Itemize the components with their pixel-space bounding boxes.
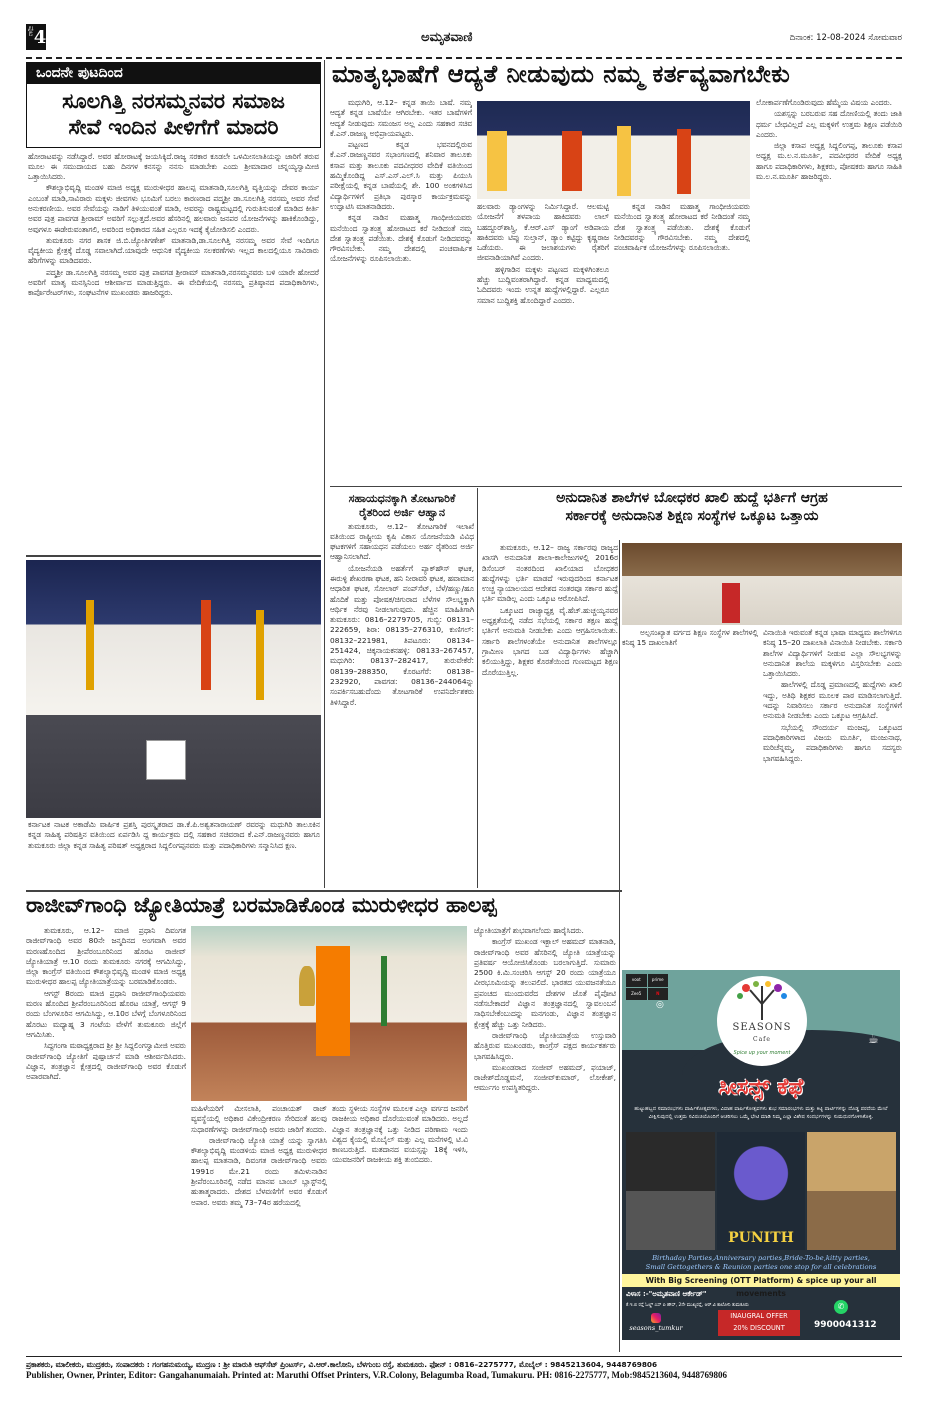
article-col-3: [614, 202, 750, 484]
page-number-badge: [26, 24, 46, 50]
headline-line-2: ಸೇವೆ ಇಂದಿನ ಪೀಳಿಗೆಗೆ ಮಾದರಿ: [68, 115, 279, 140]
column-divider: [477, 488, 478, 888]
tree-icon: [732, 980, 792, 1020]
article-col-4: [756, 98, 902, 484]
paragraph: ತುಮಕೂರು, ಆ.12– ತೋಟಗಾರಿಕೆ ಇಲಾಖೆ ವತಿಯಿಂದ ರಾಷ್ಟ್ರೀಯ ಕೃಷಿ ವಿಕಾಸ ಯೋಜನೆಯಡಿ ವಿವಿಧ ಘಟಕಗಳಿಗೆ ಸಹಾಯಧನ ಪಡೆಯಲು ಅರ್ಹ ರೈತರಿಂದ ಅರ್ಜಿ ಆಹ್ವಾನಿಸಲಾಗಿದೆ.: [330, 521, 474, 562]
imprint-kannada: ಪ್ರಕಾಶಕರು, ಮಾಲೀಕರು, ಮುದ್ರಕರು, ಸಂಪಾದಕರು : ಗಂಗಹನುಮಯ್ಯ, ಮುದ್ರಣ : ಶ್ರೀ ಮಾರುತಿ ಆಫ್‌ಸೆಟ್ ಪ್ರಿಂಟರ್ಸ್, ವಿ.ಆರ್.ಕಾಲೋನಿ, ಬೆಳಗುಂಬ ರಸ್ತೆ, ತುಮಕೂರು. ಫೋನ್ : 0816–2275777, ಮೊಬೈಲ್ : 9845213604, 9448769806: [26, 1360, 658, 1369]
saree: [487, 131, 507, 191]
ott-netflix: N: [648, 988, 669, 1001]
imprint-english: Publisher, Owner, Printer, Editor: Gangahanumaiah. Printed at: Maruthi Offset Printers, V.R.Colony, Belagumba Road, Tumakuru. PH: 0816-2275777, Mob:9845213604, 9448769806: [26, 1370, 727, 1380]
date-line: ದಿನಾಂಕ: 12-08-2024 ಸೋಮವಾರ: [789, 33, 902, 43]
paragraph: ವಿನಾಯಿತಿ ಇರುವಂತೆ ಕನ್ನಡ ಭಾಷಾ ಮಾಧ್ಯಮ ಶಾಲೆಗಳಿಗೂ ಕನಿಷ್ಠ 15–20 ದಾಖಲಾತಿ ವಿನಾಯಿತಿ ನೀಡಬೇಕು. ಸರ್ಕಾರಿ ಶಾಲೆಗಳ ವಿದ್ಯಾರ್ಥಿಗಳಿಗೆ ನೀಡುವ ಎಲ್ಲಾ ಸೌಲಭ್ಯಗಳನ್ನು ಅನುದಾನಿತ ಶಾಲೆಯ ಮಕ್ಕಳಿಗೂ ವಿಸ್ತರಿಸಬೇಕು ಎಂದು ಒತ್ತಾಯಿಸಿದರು.: [763, 628, 902, 679]
story-narasamma: [26, 62, 321, 552]
article-col-1: [330, 98, 472, 483]
paragraph: ಸಿದ್ದಗಂಗಾ ಮಠಾಧ್ಯಕ್ಷರಾದ ಶ್ರೀ ಶ್ರೀ ಸಿದ್ದಲಿಂಗಸ್ವಾಮೀಜಿ ಅವರು ರಾಜೀವ್‌ಗಾಂಧಿ ಜ್ಯೋತಿಗೆ ಪುಷ್ಪಾರ್ಚನೆ ಮಾಡಿ ಆಶೀರ್ವದಿಸಿದರು. ವಿಜ್ಞಾನ, ತಂತ್ರಜ್ಞಾನ ಕ್ಷೇತ್ರದಲ್ಲಿ ರಾಜೀವ್‌ಗಾಂಧಿ ಅವರ ಕೊಡುಗೆ ಅಪಾರವಾಗಿದೆ.: [26, 1041, 186, 1082]
ott-zee5: Zee5: [626, 988, 647, 1001]
congress-scarf: [381, 956, 387, 1026]
ott-voot: voot: [626, 974, 647, 987]
shawl: [677, 129, 691, 194]
venue-photo-hall: [626, 1132, 715, 1250]
column-divider: [619, 540, 620, 1352]
event-photo-felicitation: [477, 101, 750, 199]
header-divider: [26, 57, 902, 59]
venue-photo-dining: [807, 1132, 896, 1250]
instagram-text: seasons_tumkur: [629, 1324, 683, 1332]
logo-name: SEASONS: [732, 1022, 792, 1033]
headline-box: [26, 84, 321, 148]
tagline: Spice up your moment: [733, 1050, 791, 1056]
section-kicker: ಒಂದನೇ ಪುಟದಿಂದ: [26, 62, 321, 84]
decor-banner: PUNITH: [728, 1230, 794, 1246]
ad-highlight: With Big Screening (OTT Platform) & spice up your all movements: [622, 1274, 900, 1287]
paragraph: ಪಟ್ಟಣದ ಕನ್ನಡ ಭವನದಲ್ಲಿರುವ ಕೆ.ಎನ್.ರಾಜಣ್ಣನವರ ಸಭಾಂಗಣದಲ್ಲಿ ಶನಿವಾರ ತಾಲೂಕು ಕಸಾಪ ಮತ್ತು ತಾಲೂಕು ಪದವೀಧರರ ವೇದಿಕೆ ವತಿಯಿಂದ ಹಮ್ಮಿಕೊಂಡಿದ್ದ ಎಸ್.ಎಸ್.ಎಲ್.ಸಿ ಮತ್ತು ಪಿಯುಸಿ ಪರೀಕ್ಷೆಯಲ್ಲಿ ಕನ್ನಡ ಬಾಷೆಯಲ್ಲಿ ಶೇ. 100 ಅಂಕಗಳಿಸಿದ ವಿದ್ಯಾರ್ಥಿಗಳಿಗೆ ಪ್ರತಿಭಾ ಪುರಸ್ಕಾರ ಕಾರ್ಯಕ್ರಮವನ್ನು ಉದ್ಘಾಟಿಸಿ ಮಾತನಾಡಿದರು.: [330, 140, 472, 211]
paragraph: ಅಲ್ಪಸಂಖ್ಯಾತ ವರ್ಗದ ಶಿಕ್ಷಣ ಸಂಸ್ಥೆಗಳ ಶಾಲೆಗಳಲ್ಲಿ ಕನಿಷ್ಠ 15 ದಾಖಲಾತಿಗೆ: [622, 628, 758, 648]
services-line-2: Small Gettogethers & Reunion parties one stop for all celebrations: [645, 1263, 877, 1271]
ott-logos: [626, 974, 668, 1000]
paragraph: ಒಕ್ಕೂಟದ ರಾಜ್ಯಾಧ್ಯಕ್ಷ ವೈ.ಹೆಚ್.ಹುಚ್ಚಯ್ಯನವರ ಅಧ್ಯಕ್ಷತೆಯಲ್ಲಿ ನಡೆದ ಸಭೆಯಲ್ಲಿ ಸರ್ಕಾರ ತಕ್ಷಣ ಹುದ್ದೆ ಭರ್ತಿಗೆ ಅನುಮತಿ ನೀಡಬೇಕು ಎಂದು ಆಗ್ರಹಿಸಲಾಯಿತು. ಸರ್ಕಾರಿ ಶಾಲೆಗಳಂತೆಯೇ ಅನುದಾನಿತ ಶಾಲೆಗಳಲ್ಲೂ ಗ್ರಾಮೀಣ ಭಾಗದ ಬಡ ವಿದ್ಯಾರ್ಥಿಗಳು ಹೆಚ್ಚಾಗಿ ಕಲಿಯುತ್ತಿದ್ದು, ಶಿಕ್ಷಕರ ಕೊರತೆಯಿಂದ ಗುಣಮಟ್ಟದ ಶಿಕ್ಷಣ ದೊರೆಯುತ್ತಿಲ್ಲ.: [482, 605, 618, 677]
shawl: [617, 126, 631, 196]
divider: [330, 486, 902, 487]
paragraph: ತುಮಕೂರು, ಆ.12– ರಾಜ್ಯ ಸರ್ಕಾರವು ರಾಜ್ಯದ ಖಾಸಗಿ ಅನುದಾನಿತ ಶಾಲಾ-ಕಾಲೇಜುಗಳಲ್ಲಿ 2016ರ ಡಿಸೆಂಬರ್ ನಂತರದಿಂದ ಖಾಲಿಯಾದ ಬೋಧಕರ ಹುದ್ದೆಗಳನ್ನು ಭರ್ತಿ ಮಾಡದೆ ಇರುವುದರಿಂದ ಕರ್ನಾಟಕ ಉಚ್ಚ ನ್ಯಾಯಾಲಯದ ಆದೇಶದ ನಂತರವೂ ಸರ್ಕಾರ ಹುದ್ದೆ ಭರ್ತಿ ಮಾಡಿಲ್ಲ ಎಂದು ಒಕ್ಕೂಟ ಆರೋಪಿಸಿದೆ.: [482, 543, 618, 604]
ad-description: ಹುಟ್ಟುಹಬ್ಬದ ಸಮಾರಂಭಗಳು ವಾರ್ಷಿಕೋತ್ಸವಗಳು, ವಿವಾಹ ವಾರ್ಷಿಕೋತ್ಸವಗಳು ಶುಭ ಸಮಾರಂಭಗಳು ಮತ್ತು ಕಿಟ್ಟಿ ಪಾರ್ಟಿಗಳನ್ನು ದೊಡ್ಡ ಪರದೆಯ ಮೇಲೆ ವೀಕ್ಷಿಸುವುದಲ್ಲಿ ಉತ್ತಮ ಸವಿರುಚಿಯೊಂದಿಗೆ ಆಚರಿಸಲು ಒಮ್ಮೆ ಭೇಟಿ ಮಾಡಿ ನಿಮ್ಮ ಎಲ್ಲಾ ವಿಶೇಷ ಸಂದರ್ಭಗಳನ್ನು ಸುಮಧುರಗೊಳಿಸಿಕೊಳ್ಳಿ.: [634, 1106, 888, 1120]
ad-services: [622, 1254, 900, 1272]
ad-title: ಸೀಸನ್ಸ್ ಕೆಫೆ: [718, 1075, 804, 1100]
headline-mother-tongue: ಮಾತೃಭಾಷೆಗೆ ಆದ್ಯತೆ ನೀಡುವುದು ನಮ್ಮ ಕರ್ತವ್ಯವಾಗಬೇಕು: [332, 60, 791, 88]
paragraph: ಆಗಸ್ಟ್ 8ರಂದು ಮಾಜಿ ಪ್ರಧಾನಿ ರಾಜೀವ್‌ಗಾಂಧಿಯವರು ಮರಣ ಹೊಂದಿದ ಶ್ರೀಪೆರಂಬೂರಿನಿಂದ ಹೊರಟ ಯಾತ್ರೆ, ಆಗಸ್ಟ್ 9 ರಂದು ಬೆಂಗಳೂರಿನ ಆಗಮಿಸಿದ್ದು, ಆ.10ರ ಬೆಳಗ್ಗೆ ಬೆಂಗಳೂರಿನಿಂದ ಹೊರಟು ಮಧ್ಯಾಹ್ನ 3 ಗಂಟೆಯ ವೇಳೆಗೆ ತುಮಕೂರು ಜಿಲ್ಲೆಗೆ ಆಗಮಿಸಿತು.: [26, 988, 186, 1039]
whatsapp-icon: ✆: [834, 1300, 848, 1314]
shawl-stripe: [201, 600, 211, 690]
paper-name: ಅಮೃತವಾಣಿ: [421, 30, 473, 45]
paragraph: ಕನ್ನಡ ನಾಡಿನ ಮಹಾತ್ಮ ಗಾಂಧೀಜಿಯವರು ಮನೆಯಿಂದ ಸ್ವಾತಂತ್ರ್ಯ ಹೋರಾಟದ ಕರೆ ನೀಡಿದಂತೆ ನಮ್ಮ ದೇಶ ಸ್ವಾತಂತ್ರ್ಯ ಪಡೆಯಿತು. ದೇಶಕ್ಕೆ ಕೊಡುಗೆ ನೀಡಿದವರನ್ನು ಗೌರವಿಸಬೇಕು. ನಮ್ಮ ದೇಶದಲ್ಲಿ ಪಂಚವಾರ್ಷಿಕ ಯೋಜನೆಗಳನ್ನು ರೂಪಿಸಲಾಯಿತು.: [614, 202, 750, 253]
article-body: [26, 152, 321, 552]
story-horticulture: [330, 492, 474, 872]
paragraph: ತುಮಕೂರು, ಆ.12– ಮಾಜಿ ಪ್ರಧಾನಿ ದಿವಂಗತ ರಾಜೀವ್‌ಗಾಂಧಿ ಅವರ 80ನೇ ಜನ್ಮದಿನದ ಅಂಗವಾಗಿ ಅವರ ಮರಣಹೊಂದಿದ ಶ್ರೀಪೆರಂಬೂರಿನಿಂದ ಹೊರಟ ರಾಜೀವ್ ಜ್ಯೋತಿಯಾತ್ರೆ ಆ.10 ರಂದು ತುಮಕೂರು ನಗರಕ್ಕೆ ಆಗಮಿಸಿದ್ದು, ಜಿಲ್ಲಾ ಕಾಂಗ್ರೆಸ್ ವತಿಯಿಂದ ಕೌಶಲ್ಯಾಭಿವೃದ್ದಿ ಮಂಡಳಿ ಮಾಜಿ ಅಧ್ಯಕ್ಷ ಮುರುಳೀಧರ ಹಾಲಪ್ಪ ಜ್ಯೋತಿಯಾತ್ರೆಯನ್ನು ಬರಮಾಡಿಕೊಂಡರು.: [26, 926, 186, 987]
headline-line-1: ಅನುದಾನಿತ ಶಾಲೆಗಳ ಬೋಧಕರ ಖಾಲಿ ಹುದ್ದೆ ಭರ್ತಿಗೆ ಆಗ್ರಹ: [556, 490, 828, 506]
award-photo: [26, 560, 321, 818]
paragraph: ತುಮಕೂರು ನಗರ ಶಾಸಕ ಜಿ.ಬಿ.ಜ್ಯೋತಿಗಣೇಶ್ ಮಾತನಾಡಿ,ಡಾ.ಸೂಲಗಿತ್ತಿ ನರಸಮ್ಮ ಅವರ ಸೇವೆ ಇಂದಿಗೂ ವೈದ್ಯಕೀಯ ಕ್ಷೇತ್ರಕ್ಕೆ ದೊಡ್ಡ ಸವಾಲಾಗಿದೆ.ಯಾವುದೇ ಆಧುನಿಕ ವೈದ್ಯಕೀಯ ಸಲಕರಣೆಗಳು ಇಲ್ಲದ ಕಾಲದಲ್ಲಿಯೂ ಸಾವಿರಾರು ಹೆರಿಗೆಗಳನ್ನು ಮಾಡಿದವರು.: [28, 235, 319, 266]
venue-address: ಕೆ.ಇ.ಬಿ ರಸ್ತೆ ಓಲ್ಡ್ ಎಸ್ ಪಿ ಹೌಸ್, 2ನೇ ಮುಖ್ಯರಸ್ತೆ, ಆರ್.ವಿ ಕಾಲೋನಿ ತುಮಕೂರು: [626, 1303, 749, 1308]
paragraph: ಹಳ್ಳಿಗಾಡಿನ ಮಕ್ಕಳು ಪಟ್ಟಣದ ಮಕ್ಕಳಿಗಿಂತಲೂ ಹೆಚ್ಚು ಬುದ್ದಿವಂತರಾಗಿದ್ದಾರೆ. ಕನ್ನಡ ಮಾಧ್ಯಮದಲ್ಲಿ ಓದಿದವರು ಇಂದು ಉನ್ನತ ಹುದ್ದೆಗಳಲ್ಲಿದ್ದಾರೆ. ಎಲ್ಲರೂ ಸಮಾನ ಬುದ್ದಿಶಕ್ತಿ ಹೊಂದಿದ್ದಾರೆ ಎಂದರು.: [477, 264, 609, 305]
paragraph: ಜಿಲ್ಲಾ ಕಸಾಪ ಅಧ್ಯಕ್ಷ ಸಿದ್ದಲಿಂಗಪ್ಪ, ತಾಲೂಕು ಕಸಾಪ ಅಧ್ಯಕ್ಷ ಮ.ಲ.ನ.ಮೂರ್ತಿ, ಪದವೀಧರರ ವೇದಿಕೆ ಅಧ್ಯಕ್ಷ ಹಾಗೂ ಪದಾಧಿಕಾರಿಗಳು, ಶಿಕ್ಷಕರು, ಪೋಷಕರು ಹಾಗೂ ಸಾಹಿತಿ ಮ.ಲ.ನ.ಮೂರ್ತಿ ಹಾಜರಿದ್ದರು.: [756, 141, 902, 182]
article-col-2: [477, 202, 609, 484]
headline-line-2: ಸರ್ಕಾರಕ್ಕೆ ಅನುದಾನಿತ ಶಿಕ್ಷಣ ಸಂಸ್ಥೆಗಳ ಒಕ್ಕೂಟ ಒತ್ತಾಯ: [565, 507, 819, 524]
paragraph: ಯೋಜನೆಯಡಿ ಅಹರ್ತೆಗೆ ಪ್ಯಾಕ್‌ಹೌಸ್ ಘಟಕ, ಈರುಳ್ಳಿ ಶೇಖರಣಾ ಘಟಕ, ಹನಿ ನೀರಾವರಿ ಘಟಕ, ಹವಾಮಾನ ಆಧಾರಿತ ಘಟಕ, ಸೋಲಾರ್ ಪಂಪ್‌ಸೆಟ್, ಬೆಳೆ/ಹಣ್ಣು/ಹೂ ಹೊದಿಕೆ ಮತ್ತು ಪೋಷಕ/ಚಿಗುರಾದ ಬೆಳೆಗಳ ಸೌಲಭ್ಯಕ್ಕಾಗಿ ಆರ್ಥಿಕ ನೆರವು ನೀಡಲಾಗುವುದು. ಹೆಚ್ಚಿನ ಮಾಹಿತಿಗಾಗಿ ತುಮಕೂರು: 0816–2279705, ಗುಬ್ಬಿ: 08131–222659, ಶಿರಾ: 08135–276310, ಕುಣಿಗಲ್: 08132–221981, ತಿಪಟೂರು: 08134–251424, ಚಿಕ್ಕನಾಯಕನಹಳ್ಳಿ: 08133–267457, ಮಧುಗಿರಿ: 08137–282417, ತುರುವೇಕೆರೆ: 08139–288350, ಕೊರಟಗೆರೆ: 08138–232920, ಪಾವಗಡ: 08136–244064ನ್ನು ಸಂಪರ್ಕಿಸಬಹುದೆಂದು ತೋಟಗಾರಿಕೆ ಉಪನಿರ್ದೇಶಕರು ತಿಳಿಸಿದ್ದಾರೆ.: [330, 563, 474, 707]
article-col-2: [622, 628, 758, 933]
paragraph: ಪದ್ಮಶ್ರೀ ಡಾ.ಸೂಲಗಿತ್ತಿ ನರಸಮ್ಮ ಅವರ ಪುತ್ರ ಪಾವಗಡ ಶ್ರೀರಾಮ್ ಮಾತನಾಡಿ,ನರಸಮ್ಮನವರು ಬಳಿ ಯಾರೇ ಹೋದರೆ ಅವರಿಗೆ ಮಾತೃ ಮನಸ್ಸಿನಿಂದ ಆಶೀರ್ವಾದ ಮಾಡುತ್ತಿದ್ದರು. ಈ ವೇದಿಕೆಯಲ್ಲಿ ನರಸಮ್ಮ ಪ್ರತಿಷ್ಠಾನದ ಪದಾಧಿಕಾರಿಗಳು, ಕಾರ್ಪೊರೇಟರ್‌ಗಳು, ಸಂಘಟನೆಗಳ ಮುಖಂಡರು ಹಾಜರಿದ್ದರು.: [28, 267, 319, 298]
paragraph: ಯಶಸ್ಸನ್ನು ಬರಬರುವ ಸಹ ದೋಣಿಯಲ್ಲಿ ತಂದು ಜಾತಿ ಧರ್ಮ ಬೇಧವಿಲ್ಲದೆ ಎಲ್ಲ ಮಕ್ಕಳಿಗೆ ಉತ್ತಮ ಶಿಕ್ಷಣ ಪಡೆಯಿರಿ ಎಂದರು.: [756, 109, 902, 139]
story-teachers: [482, 490, 902, 525]
page-label: ಪುಟ: [27, 26, 35, 37]
paragraph: ಮಧುಗಿರಿ, ಆ.12– ಕನ್ನಡ ತಾಯಿ ಬಾಷೆ. ನಮ್ಮ ಆದ್ಯತೆ ಕನ್ನಡ ಬಾಷೆಯೇ ಆಗಿರಬೇಕು. ಇತರ ಬಾಷೆಗಳಿಗೆ ಆದ್ಯತೆ ನೀಡುವುದು ಸಮಂಜಸ ಅಲ್ಲ ಎಂದು ಸಹಕಾರ ಸಚಿವ ಕೆ.ಎನ್.ರಾಜಣ್ಣ ಅಭಿಪ್ರಾಯಪಟ್ಟರು.: [330, 98, 472, 138]
coffee-cup-icon: ☕: [868, 1032, 879, 1046]
paragraph: ತಂದು ಸ್ಥಳೀಯ ಸಂಸ್ಥೆಗಳ ಮೂಲಕ ಎಲ್ಲಾ ವರ್ಗದ ಜನರಿಗೆ ರಾಜಕೀಯ ಅಧಿಕಾರ ದೊರೆಯುವಂತೆ ಮಾಡಿದರು. ಅಲ್ಲದೆ ವಿಜ್ಞಾನ ತಂತ್ರಜ್ಞಾನಕ್ಕೆ ಒತ್ತು ನೀಡಿದ ಪರಿಣಾಮ ಇಂದು ವಿಶ್ವದ ಕೈಯಲ್ಲಿ ಮೊಬೈಲ್ ಮತ್ತು ಎಲ್ಲ ಮನೆಗಳಲ್ಲಿ ಟಿ.ವಿ ಕಾಣಬರುತ್ತಿದೆ. ಮತದಾನದ ವಯಸ್ಸನ್ನು 18ಕ್ಕೆ ಇಳಿಸಿ, ಯುವಜನರಿಗೆ ರಾಜಕೀಯ ಶಕ್ತಿ ತುಂಬಿದರು.: [332, 1104, 468, 1165]
robe: [316, 946, 350, 1056]
divider: [26, 555, 321, 557]
venue-photo-grid: [626, 1132, 896, 1250]
offer-line-2: 20% DISCOUNT: [733, 1324, 785, 1332]
article-col-3: [763, 628, 902, 966]
paragraph: ಮಹಿಳೆಯರಿಗೆ ಮೀಸಲಾತಿ, ಪಂಚಾಯತ್ ರಾಜ್ ವ್ಯವಸ್ಥೆಯಲ್ಲಿ ಅಧಿಕಾರ ವಿಕೇಂದ್ರೀಕರಣ ಸೇರಿದಂತೆ ಹಲವು ಸುಧಾರಣೆಗಳನ್ನು ರಾಜೀವ್‌ಗಾಂಧಿ ಅವರು ಜಾರಿಗೆ ತಂದರು.: [191, 1104, 327, 1134]
torch-trophy: [299, 966, 315, 1006]
paragraph: ಸಭೆಯಲ್ಲಿ ಸೌಂದರ್ಯ ಮಂಜಪ್ಪ, ಒಕ್ಕೂಟದ ಪದಾಧಿಕಾರಿಗಳಾದ ವಿಜಯ ಮೂರ್ತಿ, ಮಂಜುನಾಥ, ಮರಿಚೆನ್ನಮ್ಮ, ಪದಾಧಿಕಾರಿಗಳು ಹಾಗೂ ಸದಸ್ಯರು ಭಾಗವಹಿಸಿದ್ದರು.: [763, 722, 902, 763]
offer-ribbon: [718, 1310, 800, 1336]
headline-line-1: ಸೂಲಗಿತ್ತಿ ನರಸಮ್ಮನವರ ಸಮಾಜ: [62, 89, 285, 113]
page-number: 4: [33, 26, 47, 48]
article-col-3: [332, 1104, 468, 1354]
instagram-handle: [626, 1313, 686, 1332]
instagram-icon: [651, 1313, 661, 1323]
paragraph: ಹಾಲೆಗಳಲ್ಲಿ ದೊಡ್ಡ ಪ್ರಮಾಣದಲ್ಲಿ ಹುದ್ದೆಗಳು ಖಾಲಿ ಇದ್ದು, ಅತಿಥಿ ಶಿಕ್ಷಕರ ಮೂಲಕ ಪಾಠ ಮಾಡಿಸಲಾಗುತ್ತಿದೆ. ಇದನ್ನು ನಿವಾರಿಸಲು ಸರ್ಕಾರ ಅನುದಾನಿತ ಸಂಸ್ಥೆಗಳಿಗೆ ಅನುಮತಿ ನೀಡಬೇಕು ಎಂದು ಒಕ್ಕೂಟ ಆಗ್ರಹಿಸಿದೆ.: [763, 680, 902, 721]
logo-sub: Cafe: [753, 1036, 771, 1043]
paragraph: ರಾಜೀವ್‌ಗಾಂಧಿ ಜ್ಯೋತಿಯಾತ್ರೆಯ ಉಸ್ತುವಾರಿ ಹೊತ್ತಿರುವ ಮುಖಂಡರು, ಕಾಂಗ್ರೆಸ್ ಪಕ್ಷದ ಕಾರ್ಯಕರ್ತರು ಭಾಗವಹಿಸಿದ್ದರು.: [474, 1030, 616, 1061]
page-header: [26, 24, 902, 52]
paragraph: ಲೋಕಾರ್ಪಣೆಗೊಂಡಿರುವುದು ಹೆಮ್ಮೆಯ ವಿಷಯ ಎಂದರು.: [756, 98, 892, 107]
article-col-1: [482, 543, 618, 933]
venue-name: ವಿಳಾಸ :-"ಅಮೃತವಾಣಿ ಆರ್ಕೇಡ್": [626, 1290, 707, 1298]
paragraph: ಕನ್ನಡ ನಾಡಿನ ಮಹಾತ್ಮ ಗಾಂಧೀಜಿಯವರು ಮನೆಯಿಂದ ಸ್ವಾತಂತ್ರ್ಯ ಹೋರಾಟದ ಕರೆ ನೀಡಿದಂತೆ ನಮ್ಮ ದೇಶ ಸ್ವಾತಂತ್ರ್ಯ ಪಡೆಯಿತು. ದೇಶಕ್ಕೆ ಕೊಡುಗೆ ನೀಡಿದವರನ್ನು ಗೌರವಿಸಬೇಕು. ನಮ್ಮ ದೇಶದಲ್ಲಿ ಪಂಚವಾರ್ಷಿಕ ಯೋಜನೆಗಳನ್ನು ರೂಪಿಸಲಾಯಿತು.: [330, 213, 472, 264]
jyoti-yatra-photo: [191, 926, 467, 1101]
paragraph: ಹಲವಾರು ಡ್ಯಾಂಗಳನ್ನು ನಿರ್ಮಿಸಿದ್ದಾರೆ. ಆಲಮಟ್ಟಿ ಯೋಜನೆಗೆ ತಳಪಾಯ ಹಾಕಿದವರು ಲಾಲ್ ಬಹದ್ದೂರ್‌ಶಾಸ್ತ್ರಿ, ಕೆ.ಆರ್.ಎಸ್ ಡ್ಯಾಂಗೆ ಅಡಿಪಾಯ ಹಾಕಿದವರು ಟಿಪ್ಪು ಸುಲ್ತಾನ್, ಡ್ಯಾಂ ಕಟ್ಟಿದ್ದು ಕೃಷ್ಣರಾಜ ಒಡೆಯರು. ಈ ಜಲಾಶಯಗಳು ರೈತರಿಗೆ ಜೀವನಾಡಿಯಾಗಿವೆ ಎಂದರು.: [477, 202, 609, 263]
article-col-2: [191, 1104, 327, 1354]
photo-caption: ಕರ್ನಾಟಕ ನಾಟಕ ಅಕಾಡೆಮಿ ವಾರ್ಷಿಕ ಪ್ರಶಸ್ತಿ ಪುರಸ್ಕೃತರಾದ ಡಾ.ಕೆ.ಪಿ.ಅಶ್ವತನಾರಾಯಣ್ ರವರನ್ನು ಮಧುಗಿರಿ ತಾಲೂಕಿನ ಕನ್ನಡ ಸಾಹಿತ್ಯ ಪರಿಷತ್ತಿನ ವತಿಯಿಂದ ಏರ್ಪಡಿಸಿ ದ್ದ ಕಾರ್ಯಕ್ರಮ ದಲ್ಲಿ ಸಹಕಾರ ಸಚಿವರಾದ ಕೆ.ಎನ್.ರಾಜಣ್ಣನವರು ಹಾಗೂ ತುಮಕೂರು ಜಿಲ್ಲಾ ಕನ್ನಡ ಸಾಹಿತ್ಯ ಪರಿಷತ್ ಅಧ್ಯಕ್ಷರಾದ ಸಿದ್ದಲಿಂಗಪ್ಪನವರು ಮತ್ತು ಪದಾಧಿಕಾರಿಗಳು ಸನ್ಮಾನಿಸಿದ ಕ್ಷಣ.: [28, 820, 320, 850]
coffee-bean-icon: ◎: [656, 1000, 664, 1010]
paragraph: ಮುಖಂಡರಾದ ಸಂಜೀವ್ ಅಹಮದ್, ಫಯಾಜ್, ರಾಜೇಶ್‌ದೊಡ್ಡಮನೆ, ಸಂಜೀವ್‌ಕುಮಾರ್, ಲೋಕೇಶ್, ಆರ್ಮುಗಂ ಉಪಸ್ಥಿತರಿದ್ದರು.: [474, 1062, 616, 1093]
meeting-photo: [622, 543, 902, 625]
ad-phone: 9900041312: [814, 1320, 877, 1330]
paragraph: ಕಾಂಗ್ರೆಸ್ ಮುಖಂಡ ಇಕ್ಬಾಲ್ ಅಹಮದ್ ಮಾತನಾಡಿ, ರಾಜೀವ್‌ಗಾಂಧಿ ಅವರ ಹೆಸರಿನಲ್ಲಿ ಜ್ಯೋತಿ ಯಾತ್ರೆಯನ್ನು ಪ್ರತಿವರ್ಷ ಆಯೋಜಿಸಿಕೊಂಡು ಬರಲಾಗುತ್ತಿದೆ. ಸುಮಾರು 2500 ಕಿ.ಮಿ.ಸಂಚರಿಸಿ ಆಗಸ್ಟ್ 20 ರಂದು ಯಾತ್ರೆಯೂ ವೀರಭೂಮಿಯನ್ನು ತಲುಪಲಿದೆ. ಭಾರತದ ಯುವಜನತೆಯೂ ಪ್ರಪಂಚದ ಮುಂದುವರೆದ ದೇಶಗಳ ಜೊತೆ ಪೈಪೋಟಿ ನಡೆಸಬೇಕಾದರೆ ವಿಜ್ಞಾನ ತಂತ್ರಜ್ಞಾನದಲ್ಲಿ ಸ್ವಾವಲಂಬನೆ ಸಾಧಿಸಬೇಕೆಂಬುದನ್ನು ಮನಗಂಡು, ವಿಜ್ಞಾನ ತಂತ್ರಜ್ಞಾನ ಕ್ಷೇತ್ರಕ್ಕೆ ಹೆಚ್ಚು ಒತ್ತು ನೀಡಿದರು.: [474, 937, 616, 1029]
imprint-footer: [26, 1356, 902, 1381]
saree: [722, 583, 740, 623]
services-line-1: Birthaday Parties,Anniversary parties,Bride-To-be,kitty parties,: [652, 1254, 870, 1262]
headline-rajiv: ರಾಜೀವ್‌ಗಾಂಧಿ ಜ್ಯೋತಿಯಾತ್ರೆ ಬರಮಾಡಿಕೊಂಡ ಮುರುಳೀಧರ ಹಾಲಪ್ಪ: [26, 893, 497, 917]
logo-text: [722, 1022, 802, 1044]
article-body: [330, 522, 474, 872]
shawl-stripe: [256, 610, 264, 700]
shawl-stripe: [86, 600, 94, 690]
ott-prime: prime: [648, 974, 669, 987]
seasons-cafe-advert: [622, 970, 900, 1340]
paragraph: ಜ್ಯೋತಿಯಾತ್ರೆಗೆ ಶುಭವಾಗಲೆಂದು ಹಾರೈಸಿದರು.: [474, 926, 584, 935]
paragraph: ರಾಜೀವ್‌ಗಾಂಧಿ ಜ್ಯೋತಿ ಯಾತ್ರೆ ಯನ್ನು ಸ್ವಾಗತಿಸಿ ಕೌಶಲ್ಯಾಭಿವೃದ್ದಿ ಮಂಡಳಿಯ ಮಾಜಿ ಅಧ್ಯಕ್ಷ ಮುರುಳೀಧರ ಹಾಲಪ್ಪ ಮಾತನಾಡಿ, ದಿವಂಗತ ರಾಜೀವ್‌ಗಾಂಧಿ ಅವರು 1991ರ ಮೇ.21 ರಂದು ತಮಿಳುನಾಡಿನ ಶ್ರೀಪೆರಂಬೂರಿನಲ್ಲಿ ನಡೆದ ಮಾನವ ಬಾಂಬ್ ಬ್ಲಾಸ್ಟ್‌ನಲ್ಲಿ ಹುತಾತ್ಮರಾದರು. ದೇಶದ ಬೆಳವಣಿಗೆಗೆ ಅವರ ಕೊಡುಗೆ ಅಪಾರ. ಅವರು ತಮ್ಮ 73–74ರ ಹರೆಯದಲ್ಲಿ: [191, 1135, 327, 1207]
article-col-1: [26, 926, 186, 1354]
article-col-4: [474, 926, 616, 1354]
paragraph: ಹೋರಾಟವನ್ನು ನಡೆಸಿದ್ದಾರೆ. ಅವರ ಹೋರಾಟಕ್ಕೆ ಜಯಸಿಕ್ಕಿದೆ.ರಾಜ್ಯ ಸರಕಾರ ಕೂಡಲೇ ಒಳಮೀಸಲಾತಿಯನ್ನು ಜಾರಿಗೆ ತರುವ ಮೂಲ ಈ ಸಮುದಾಯದ ಬಹು ದಿನಗಳ ಕನಸನ್ನು ನನಸು ಮಾಡಬೇಕು ಎಂದು ಶ್ರೀಮಾದಾರ ಚನ್ನಯ್ಯಸ್ವಾಮೀಜಿ ಒತ್ತಾಯಿಸಿದರು.: [28, 151, 319, 182]
headline-line-2: ರೈತರಿಂದ ಅರ್ಜಿ ಆಹ್ವಾನ: [359, 505, 445, 519]
headline-line-1: ಸಹಾಯಧನಕ್ಕಾಗಿ ತೋಟಗಾರಿಕೆ: [348, 492, 456, 505]
offer-line-1: INAUGRAL OFFER: [730, 1312, 788, 1320]
shawl: [562, 131, 582, 191]
paragraph: ಕೌಶಲ್ಯಾಭಿವೃದ್ದಿ ಮಂಡಳಿ ಮಾಜಿ ಅಧ್ಯಕ್ಷ ಮುರುಳೀಧರ ಹಾಲಪ್ಪ ಮಾತನಾಡಿ,ಸೂಲಗಿತ್ತಿ ವೃತ್ತಿಯನ್ನು ದೇವರ ಕಾರ್ಯ ಎಂಬಂತೆ ಮಾಡಿ,ಸಾವಿರಾರು ಮಕ್ಕಳು ಜೀವಗಳು ಭೂಮಿಗೆ ಬರಲು ಕಾರಣರಾದ ಪದ್ಮಶ್ರೀ ಡಾ.ಸೂಲಗಿತ್ತಿ ನರಸಮ್ಮ ಅವರ ಸೇವೆ ಅನುಕರಣೀಯ. ಅವರ ಸೇವೆಯನ್ನು ನಾಡಿಗೆ ತಿಳಿಯುವಂತೆ ಮಾಡಿ, ಅವರನ್ನು ರಾಷ್ಟ್ರಮಟ್ಟದಲ್ಲಿ ಗುರುತಿಸುವಂತೆ ಮಾಡಿದ ಕೀರ್ತಿ ಅವರ ಪುತ್ರ ಪಾವಗಡ ಶ್ರೀರಾಮ್ ಅವರಿಗೆ ಸಲ್ಲುತ್ತದೆ.ಅವರ ಹೆಸರಿನಲ್ಲಿ ಹಲವಾರು ಜನಪರ ಯೋಜನೆಗಳನ್ನು ಹಾಕಿಕೊಂಡಿದ್ದು, ಅವುಗಳೂ ಈಡೇರುವಂತಾಗಲಿ, ಅವರಿಂದ ಅಧಿಕಾರದ ಸಹಿತ ಎಲ್ಲರೂ ಇದಕ್ಕೆ ಕೈಜೋಡಿಸಲಿ ಎಂದರು.: [28, 183, 319, 234]
column-divider: [324, 60, 325, 888]
venue-photo-decor: [717, 1132, 806, 1250]
certificate-frame: [146, 740, 186, 780]
